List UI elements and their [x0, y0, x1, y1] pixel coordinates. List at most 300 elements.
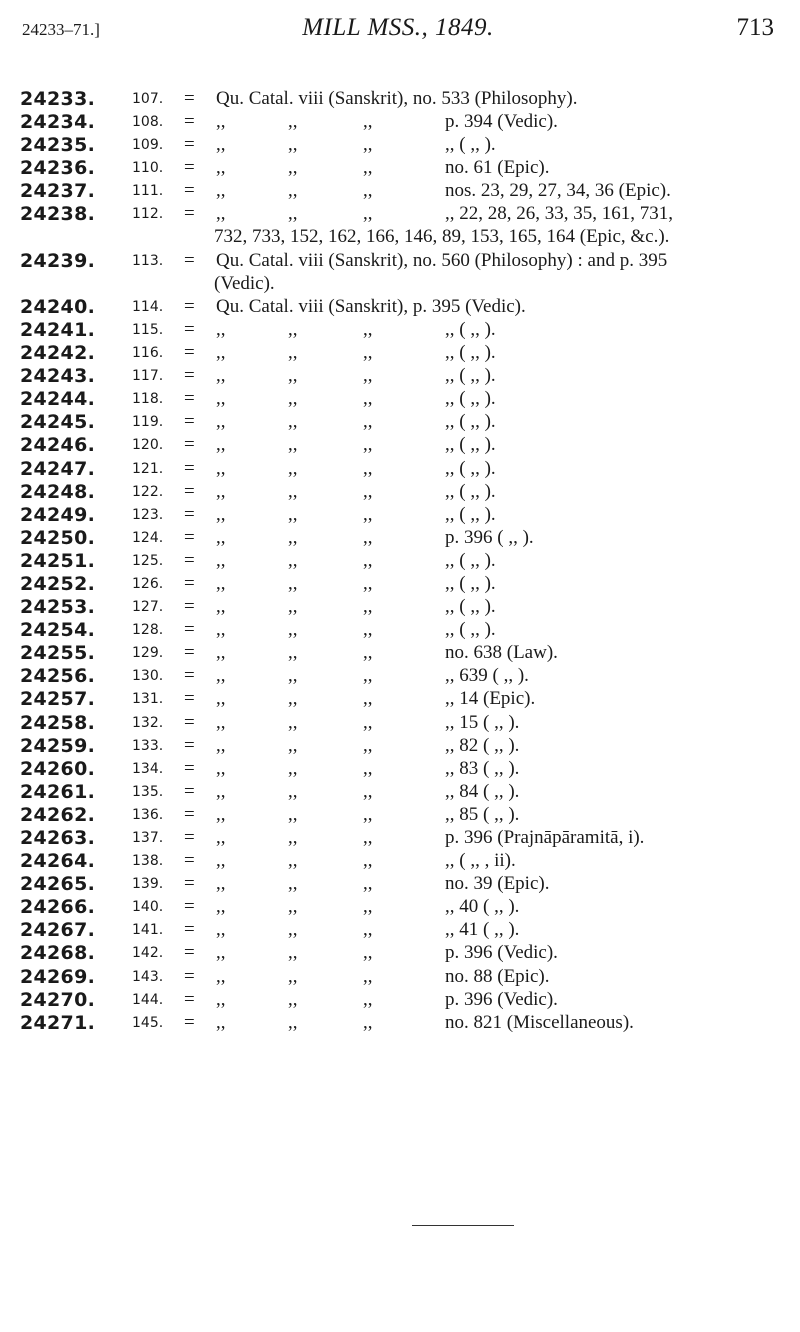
- entry-reference: no. 61 (Epic).: [445, 157, 550, 179]
- entry-reference: ,, 15 ( ,, ).: [445, 711, 520, 733]
- entry-sub-number: 141.: [132, 922, 164, 939]
- catalogue-entry: [20, 1012, 790, 1035]
- entry-number: 24260.: [20, 757, 96, 780]
- entry-sub-number: 111.: [132, 183, 164, 200]
- ditto-mark: ,,: [288, 896, 298, 918]
- entry-number: 24233.: [20, 88, 96, 110]
- equals-sign: =: [184, 780, 195, 802]
- entry-sub-number: 134.: [132, 760, 164, 777]
- entry-reference: ,, ( ,, ).: [445, 503, 496, 525]
- entry-sub-number: 110.: [132, 160, 164, 177]
- entry-number: 24259.: [20, 734, 96, 757]
- entry-sub-number: 145.: [132, 1014, 164, 1031]
- entry-reference: ,, ( ,, ).: [445, 411, 496, 433]
- entry-sub-number: 133.: [132, 737, 164, 754]
- catalogue-entry: [20, 250, 790, 296]
- entry-sub-number: 118.: [132, 391, 164, 408]
- ditto-mark: ,,: [288, 850, 298, 872]
- ditto-mark: ,,: [288, 965, 298, 987]
- catalogue-entry: [20, 88, 790, 111]
- ditto-mark: ,,: [363, 411, 373, 433]
- catalogue-entry: [20, 203, 790, 249]
- entry-sub-number: 132.: [132, 714, 164, 731]
- entry-reference: ,, 14 (Epic).: [445, 688, 536, 710]
- entry-number: 24243.: [20, 365, 96, 388]
- entry-reference: ,, 639 ( ,, ).: [445, 665, 529, 687]
- entry-number: 24236.: [20, 157, 96, 180]
- equals-sign: =: [184, 411, 195, 433]
- ditto-mark: ,,: [288, 780, 298, 802]
- entry-sub-number: 108.: [132, 114, 164, 131]
- entry-sub-number: 135.: [132, 783, 164, 800]
- ditto-mark: ,,: [363, 850, 373, 872]
- equals-sign: =: [184, 434, 195, 456]
- ditto-mark: ,,: [288, 411, 298, 433]
- equals-sign: =: [184, 1011, 195, 1033]
- ditto-mark: ,,: [216, 134, 226, 156]
- entry-number: 24254.: [20, 619, 96, 642]
- ditto-mark: ,,: [216, 434, 226, 456]
- catalogue-entry: [20, 411, 790, 434]
- catalogue-entry: [20, 919, 790, 942]
- ditto-mark: ,,: [288, 480, 298, 502]
- equals-sign: =: [184, 965, 195, 987]
- ditto-mark: ,,: [216, 688, 226, 710]
- entry-reference: ,, 85 ( ,, ).: [445, 803, 520, 825]
- equals-sign: =: [184, 249, 195, 271]
- entry-reference: ,, ( ,, ).: [445, 619, 496, 641]
- ditto-mark: ,,: [363, 180, 373, 202]
- catalogue-entry: [20, 157, 790, 180]
- entry-number: 24256.: [20, 665, 96, 688]
- ditto-mark: ,,: [288, 549, 298, 571]
- entry-reference: p. 396 (Vedic).: [445, 942, 558, 964]
- entry-sub-number: 140.: [132, 899, 164, 916]
- ditto-mark: ,,: [363, 157, 373, 179]
- ditto-mark: ,,: [363, 619, 373, 641]
- ditto-mark: ,,: [288, 665, 298, 687]
- running-range: 24233–71.]: [22, 20, 100, 39]
- catalogue-entry: [20, 989, 790, 1012]
- equals-sign: =: [184, 619, 195, 641]
- entry-number: 24241.: [20, 318, 96, 341]
- ditto-mark: ,,: [216, 111, 226, 133]
- entry-reference: p. 396 (Prajnāpāramitā, i).: [445, 827, 645, 848]
- ditto-mark: ,,: [288, 803, 298, 825]
- ditto-mark: ,,: [288, 111, 298, 133]
- ditto-mark: ,,: [288, 988, 298, 1010]
- entry-description-text: Qu. Catal. viii (Sanskrit), p. 395 (Vedic).: [216, 295, 526, 317]
- ditto-mark: ,,: [363, 711, 373, 733]
- entry-number: 24246.: [20, 434, 96, 457]
- catalogue-entry: [20, 619, 790, 642]
- equals-sign: =: [184, 803, 195, 825]
- entry-number: 24255.: [20, 642, 96, 665]
- equals-sign: =: [184, 295, 195, 317]
- entry-reference: nos. 23, 29, 27, 34, 36 (Epic).: [445, 180, 671, 202]
- entry-sub-number: 125.: [132, 552, 164, 569]
- entry-sub-number: 142.: [132, 945, 164, 962]
- entry-reference: no. 39 (Epic).: [445, 873, 550, 895]
- catalogue-entry: [20, 665, 790, 688]
- entry-description: [216, 296, 526, 318]
- ditto-mark: ,,: [216, 365, 226, 387]
- catalogue-entry: [20, 527, 790, 550]
- entry-reference: ,, ( ,, ).: [445, 365, 496, 387]
- entry-reference: ,, ( ,, ).: [445, 572, 496, 594]
- entry-reference: ,, ( ,, ).: [445, 134, 496, 156]
- entry-sub-number: 123.: [132, 506, 164, 523]
- ditto-mark: ,,: [216, 757, 226, 779]
- page-header: [22, 12, 774, 48]
- ditto-mark: ,,: [288, 572, 298, 594]
- equals-sign: =: [184, 549, 195, 571]
- entry-number: 24234.: [20, 111, 96, 134]
- entry-sub-number: 144.: [132, 991, 164, 1008]
- entry-reference: p. 396 ( ,, ).: [445, 526, 534, 548]
- ditto-mark: ,,: [363, 526, 373, 548]
- ditto-mark: ,,: [216, 988, 226, 1010]
- ditto-mark: ,,: [288, 688, 298, 710]
- closing-rule: [412, 1225, 514, 1226]
- entry-sub-number: 116.: [132, 345, 164, 362]
- catalogue-entry: [20, 873, 790, 896]
- ditto-mark: ,,: [363, 549, 373, 571]
- ditto-mark: ,,: [216, 619, 226, 641]
- catalogue-entry: [20, 735, 790, 758]
- equals-sign: =: [184, 88, 195, 109]
- ditto-mark: ,,: [288, 734, 298, 756]
- entry-number: 24253.: [20, 596, 96, 619]
- catalogue-entry: [20, 942, 790, 965]
- entry-reference: ,, ( ,, ).: [445, 596, 496, 618]
- equals-sign: =: [184, 642, 195, 664]
- equals-sign: =: [184, 526, 195, 548]
- ditto-mark: ,,: [288, 1011, 298, 1033]
- entry-continuation: (Vedic).: [214, 272, 275, 294]
- ditto-mark: ,,: [216, 480, 226, 502]
- ditto-mark: ,,: [216, 180, 226, 202]
- entry-number: 24237.: [20, 180, 96, 203]
- entry-sub-number: 143.: [132, 968, 164, 985]
- entry-reference: ,, ( ,, ).: [445, 342, 496, 364]
- ditto-mark: ,,: [216, 411, 226, 433]
- ditto-mark: ,,: [363, 111, 373, 133]
- entry-number: 24258.: [20, 711, 96, 734]
- ditto-mark: ,,: [288, 342, 298, 364]
- equals-sign: =: [184, 157, 195, 179]
- catalogue-entry: [20, 342, 790, 365]
- equals-sign: =: [184, 873, 195, 895]
- entry-number: 24271.: [20, 1011, 96, 1034]
- ditto-mark: ,,: [288, 942, 298, 964]
- entry-number: 24235.: [20, 134, 96, 157]
- equals-sign: =: [184, 711, 195, 733]
- entry-number: 24247.: [20, 457, 96, 480]
- ditto-mark: ,,: [363, 734, 373, 756]
- equals-sign: =: [184, 180, 195, 202]
- entry-number: 24267.: [20, 919, 96, 942]
- entry-reference: no. 638 (Law).: [445, 642, 558, 664]
- ditto-mark: ,,: [363, 757, 373, 779]
- ditto-mark: ,,: [288, 503, 298, 525]
- entry-sub-number: 131.: [132, 691, 164, 708]
- entry-number: 24240.: [20, 295, 96, 318]
- entry-description: [216, 88, 578, 110]
- ditto-mark: ,,: [363, 203, 373, 225]
- entry-reference: ,, ( ,, ).: [445, 318, 496, 340]
- entry-sub-number: 114.: [132, 298, 164, 315]
- ditto-mark: ,,: [216, 850, 226, 872]
- ditto-mark: ,,: [216, 318, 226, 340]
- catalogue-entry: [20, 434, 790, 457]
- equals-sign: =: [184, 596, 195, 618]
- ditto-mark: ,,: [216, 388, 226, 410]
- equals-sign: =: [184, 203, 195, 225]
- ditto-mark: ,,: [288, 596, 298, 618]
- ditto-mark: ,,: [216, 157, 226, 179]
- ditto-mark: ,,: [216, 642, 226, 664]
- ditto-mark: ,,: [216, 827, 226, 848]
- ditto-mark: ,,: [363, 434, 373, 456]
- entry-number: 24245.: [20, 411, 96, 434]
- ditto-mark: ,,: [288, 388, 298, 410]
- catalogue-entry: [20, 458, 790, 481]
- entry-sub-number: 136.: [132, 806, 164, 823]
- entry-reference: no. 88 (Epic).: [445, 965, 550, 987]
- entry-reference: ,, 84 ( ,, ).: [445, 780, 520, 802]
- ditto-mark: ,,: [363, 965, 373, 987]
- ditto-mark: ,,: [363, 503, 373, 525]
- entry-number: 24242.: [20, 342, 96, 365]
- entry-sub-number: 126.: [132, 575, 164, 592]
- equals-sign: =: [184, 734, 195, 756]
- ditto-mark: ,,: [363, 572, 373, 594]
- equals-sign: =: [184, 457, 195, 479]
- equals-sign: =: [184, 480, 195, 502]
- entry-reference: p. 394 (Vedic).: [445, 111, 558, 133]
- catalogue-entry: [20, 850, 790, 873]
- ditto-mark: ,,: [288, 203, 298, 225]
- equals-sign: =: [184, 572, 195, 594]
- ditto-mark: ,,: [363, 873, 373, 895]
- entry-number: 24269.: [20, 965, 96, 988]
- ditto-mark: ,,: [216, 896, 226, 918]
- ditto-mark: ,,: [216, 665, 226, 687]
- ditto-mark: ,,: [288, 757, 298, 779]
- entry-number: 24261.: [20, 780, 96, 803]
- equals-sign: =: [184, 757, 195, 779]
- catalogue-entry: [20, 550, 790, 573]
- ditto-mark: ,,: [216, 780, 226, 802]
- catalogue-entry: [20, 481, 790, 504]
- entry-description-text: Qu. Catal. viii (Sanskrit), no. 533 (Philosophy).: [216, 88, 578, 109]
- entry-sub-number: 129.: [132, 645, 164, 662]
- entry-sub-number: 137.: [132, 830, 164, 846]
- equals-sign: =: [184, 665, 195, 687]
- ditto-mark: ,,: [216, 919, 226, 941]
- ditto-mark: ,,: [216, 549, 226, 571]
- equals-sign: =: [184, 503, 195, 525]
- equals-sign: =: [184, 134, 195, 156]
- catalogue-entry: [20, 296, 790, 319]
- ditto-mark: ,,: [288, 711, 298, 733]
- entry-sub-number: 138.: [132, 853, 164, 870]
- catalogue-entries: [20, 88, 790, 1035]
- catalogue-entry: [20, 504, 790, 527]
- entry-reference: ,, ( ,, ).: [445, 457, 496, 479]
- catalogue-entry: [20, 966, 790, 989]
- ditto-mark: ,,: [216, 457, 226, 479]
- entry-number: 24257.: [20, 688, 96, 711]
- ditto-mark: ,,: [216, 873, 226, 895]
- entry-sub-number: 120.: [132, 437, 164, 454]
- entry-sub-number: 109.: [132, 137, 164, 154]
- catalogue-entry: [20, 134, 790, 157]
- ditto-mark: ,,: [288, 365, 298, 387]
- entry-sub-number: 124.: [132, 529, 164, 546]
- entry-number: 24248.: [20, 480, 96, 503]
- entry-sub-number: 113.: [132, 252, 164, 269]
- catalogue-entry: [20, 642, 790, 665]
- entry-sub-number: 112.: [132, 206, 164, 223]
- entry-continuation: 732, 733, 152, 162, 166, 146, 89, 153, 165, 164 (Epic, &c.).: [214, 226, 670, 248]
- catalogue-entry: [20, 712, 790, 735]
- ditto-mark: ,,: [288, 526, 298, 548]
- running-title: MILL MSS., 1849.: [302, 14, 494, 41]
- equals-sign: =: [184, 850, 195, 872]
- ditto-mark: ,,: [363, 365, 373, 387]
- entry-reference: ,, ( ,, , ii).: [445, 850, 516, 872]
- ditto-mark: ,,: [216, 942, 226, 964]
- ditto-mark: ,,: [216, 734, 226, 756]
- catalogue-entry: [20, 180, 790, 203]
- entry-number: 24250.: [20, 526, 96, 549]
- entry-number: 24239.: [20, 249, 96, 272]
- ditto-mark: ,,: [363, 388, 373, 410]
- ditto-mark: ,,: [216, 503, 226, 525]
- entry-sub-number: 130.: [132, 668, 164, 685]
- equals-sign: =: [184, 942, 195, 964]
- entry-sub-number: 115.: [132, 321, 164, 338]
- catalogue-entry: [20, 804, 790, 827]
- catalogue-entry: [20, 827, 790, 850]
- ditto-mark: ,,: [363, 457, 373, 479]
- entry-number: 24262.: [20, 803, 96, 826]
- ditto-mark: ,,: [216, 526, 226, 548]
- ditto-mark: ,,: [288, 318, 298, 340]
- ditto-mark: ,,: [363, 780, 373, 802]
- ditto-mark: ,,: [363, 688, 373, 710]
- entry-sub-number: 119.: [132, 414, 164, 431]
- equals-sign: =: [184, 388, 195, 410]
- ditto-mark: ,,: [363, 919, 373, 941]
- ditto-mark: ,,: [288, 642, 298, 664]
- entry-number: 24264.: [20, 850, 96, 873]
- entry-sub-number: 127.: [132, 599, 164, 616]
- catalogue-entry: [20, 573, 790, 596]
- catalogue-entry: [20, 758, 790, 781]
- ditto-mark: ,,: [216, 203, 226, 225]
- catalogue-entry: [20, 388, 790, 411]
- ditto-mark: ,,: [216, 711, 226, 733]
- ditto-mark: ,,: [216, 965, 226, 987]
- ditto-mark: ,,: [363, 827, 373, 848]
- entry-reference: ,, ( ,, ).: [445, 549, 496, 571]
- entry-description-text: Qu. Catal. viii (Sanskrit), no. 560 (Philosophy) : and p. 395: [216, 249, 668, 271]
- ditto-mark: ,,: [363, 942, 373, 964]
- entry-number: 24249.: [20, 503, 96, 526]
- page-number: 713: [736, 14, 774, 41]
- ditto-mark: ,,: [288, 619, 298, 641]
- ditto-mark: ,,: [363, 134, 373, 156]
- entry-reference: ,, ( ,, ).: [445, 388, 496, 410]
- ditto-mark: ,,: [216, 572, 226, 594]
- ditto-mark: ,,: [363, 342, 373, 364]
- entry-number: 24251.: [20, 549, 96, 572]
- ditto-mark: ,,: [363, 803, 373, 825]
- entry-reference: ,, 40 ( ,, ).: [445, 896, 520, 918]
- ditto-mark: ,,: [288, 919, 298, 941]
- ditto-mark: ,,: [363, 480, 373, 502]
- equals-sign: =: [184, 111, 195, 133]
- entry-number: 24265.: [20, 873, 96, 896]
- entry-number: 24238.: [20, 203, 96, 226]
- entry-reference: p. 396 (Vedic).: [445, 988, 558, 1010]
- ditto-mark: ,,: [288, 827, 298, 848]
- ditto-mark: ,,: [363, 988, 373, 1010]
- entry-number: 24268.: [20, 942, 96, 965]
- equals-sign: =: [184, 688, 195, 710]
- catalogue-entry: [20, 111, 790, 134]
- ditto-mark: ,,: [288, 157, 298, 179]
- ditto-mark: ,,: [216, 803, 226, 825]
- entry-sub-number: 139.: [132, 876, 164, 893]
- entry-number: 24244.: [20, 388, 96, 411]
- ditto-mark: ,,: [288, 434, 298, 456]
- entry-number: 24263.: [20, 827, 96, 849]
- entry-reference: ,, ( ,, ).: [445, 480, 496, 502]
- ditto-mark: ,,: [363, 1011, 373, 1033]
- ditto-mark: ,,: [288, 457, 298, 479]
- entry-description: [214, 249, 668, 294]
- catalogue-entry: [20, 688, 790, 711]
- entry-reference: ,, 41 ( ,, ).: [445, 919, 520, 941]
- entry-reference: ,, 22, 28, 26, 33, 35, 161, 731,: [445, 203, 673, 225]
- entry-number: 24252.: [20, 572, 96, 595]
- entry-reference: no. 821 (Miscellaneous).: [445, 1011, 634, 1033]
- equals-sign: =: [184, 919, 195, 941]
- equals-sign: =: [184, 896, 195, 918]
- ditto-mark: ,,: [363, 665, 373, 687]
- ditto-mark: ,,: [216, 342, 226, 364]
- catalogue-entry: [20, 365, 790, 388]
- ditto-mark: ,,: [363, 642, 373, 664]
- ditto-mark: ,,: [216, 1011, 226, 1033]
- entry-number: 24270.: [20, 988, 96, 1011]
- catalogue-entry: [20, 781, 790, 804]
- entry-sub-number: 121.: [132, 460, 164, 477]
- ditto-mark: ,,: [216, 596, 226, 618]
- equals-sign: =: [184, 988, 195, 1010]
- equals-sign: =: [184, 365, 195, 387]
- ditto-mark: ,,: [363, 318, 373, 340]
- catalogue-entry: [20, 596, 790, 619]
- ditto-mark: ,,: [363, 596, 373, 618]
- ditto-mark: ,,: [288, 134, 298, 156]
- equals-sign: =: [184, 318, 195, 340]
- ditto-mark: ,,: [363, 896, 373, 918]
